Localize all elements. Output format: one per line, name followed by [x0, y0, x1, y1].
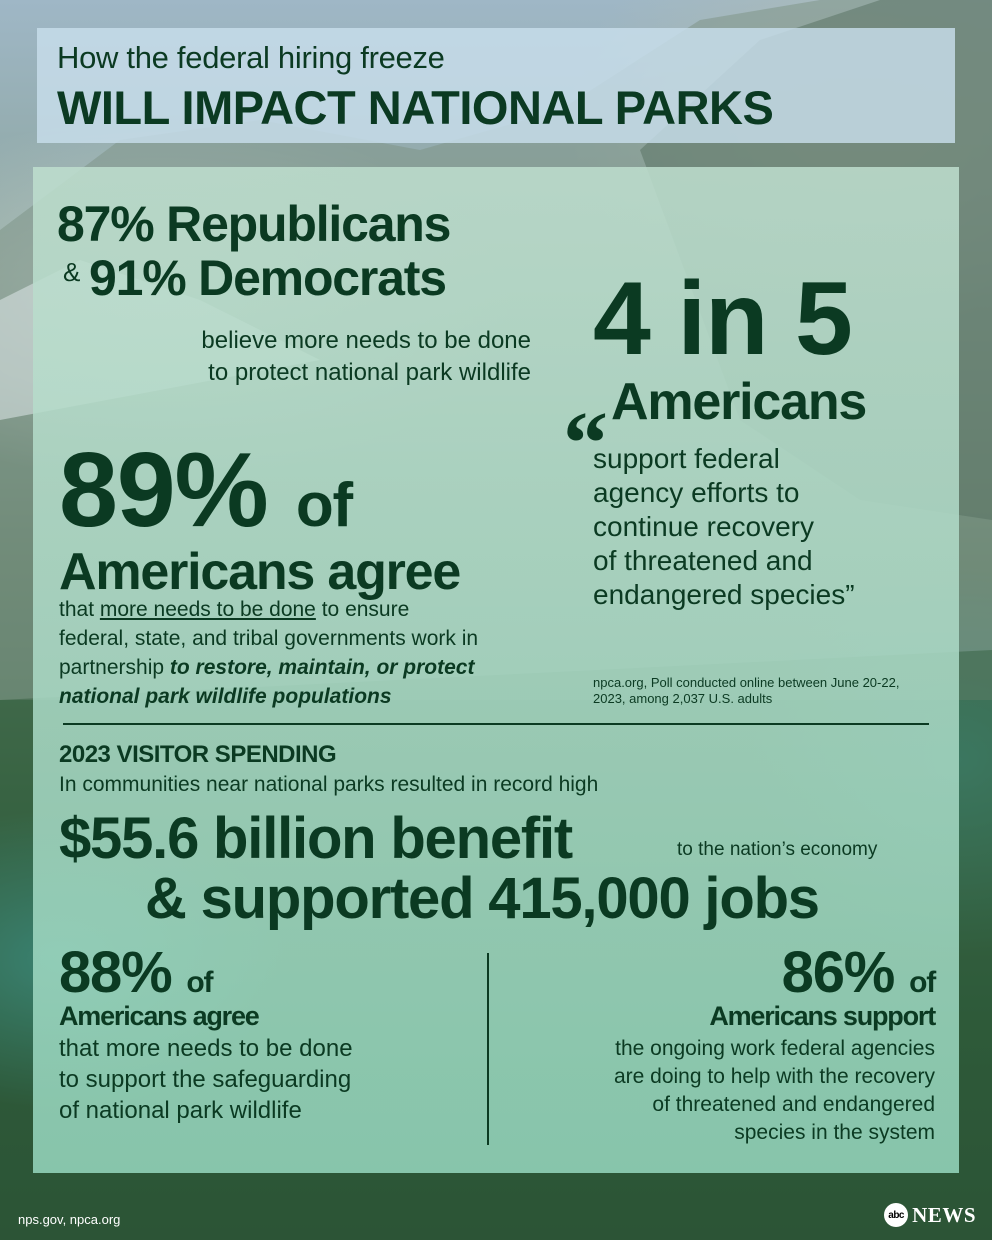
spending-benefit: $55.6 billion benefit: [59, 806, 573, 871]
four-in-five-stat: 4 in 5: [593, 261, 852, 377]
agree-89-text: [59, 595, 478, 711]
agree-89-stat: [59, 431, 352, 559]
spending-subheading: In communities near national parks resulted in record high: [59, 773, 599, 796]
stat-88-label: Americans agree: [59, 1001, 259, 1031]
agree-89-number: 89%: [59, 431, 268, 549]
agree-89-text-start: that: [59, 598, 95, 621]
footer-sources: nps.gov, npca.org: [18, 1212, 121, 1227]
stats-panel: [33, 167, 959, 1173]
wildlife-stat-text: believe more needs to be done to protect national park wildlife: [201, 327, 531, 386]
abc-news-logo: [884, 1200, 976, 1230]
quote-mark-icon: “: [563, 394, 608, 493]
poll-source: npca.org, Poll conducted online between June 20-22, 2023, among 2,037 U.S. adults: [593, 675, 900, 706]
agree-89-bold: to restore, maintain, or protect national park wildlife populations: [59, 656, 475, 708]
stat-86-number: 86%: [781, 940, 895, 1005]
agree-89-text-middle: to ensure federal, state, and tribal governments work in partnership: [59, 598, 479, 679]
four-in-five-quote: support federal agency efforts to continue recovery of threatened and endangered species”: [593, 443, 855, 610]
agree-89-underlined: more needs to be done: [99, 598, 316, 621]
republicans-stat: 87% Republicans: [57, 196, 451, 252]
column-divider: [487, 953, 489, 1145]
democrats-stat: 91% Democrats: [89, 250, 446, 306]
stat-88-of: of: [186, 966, 213, 999]
four-in-five-label: Americans: [611, 373, 867, 431]
spending-heading: 2023 VISITOR SPENDING: [59, 741, 337, 768]
stat-86-of: of: [909, 966, 935, 999]
infographic-subtitle: How the federal hiring freeze: [57, 40, 445, 75]
stat-86-text: the ongoing work federal agencies are doing to help with the recovery of threatened and endangered species in the system: [613, 1037, 935, 1144]
agree-89-of: of: [295, 471, 352, 540]
spending-jobs: & supported 415,000 jobs: [145, 866, 819, 931]
abc-logo-icon: abc: [884, 1203, 908, 1227]
section-divider: [63, 723, 929, 725]
infographic-title: WILL IMPACT NATIONAL PARKS: [57, 81, 774, 134]
agree-89-label: Americans agree: [59, 543, 461, 601]
stat-88-number: 88%: [59, 940, 172, 1005]
stat-86-label: Americans support: [709, 1001, 935, 1031]
spending-benefit-suffix: to the nation’s economy: [677, 839, 878, 860]
ampersand: &: [63, 257, 81, 287]
stat-88-text: that more needs to be done to support the safeguarding of national park wildlife: [59, 1035, 353, 1124]
title-banner: [37, 28, 955, 143]
news-wordmark: NEWS: [912, 1202, 976, 1227]
